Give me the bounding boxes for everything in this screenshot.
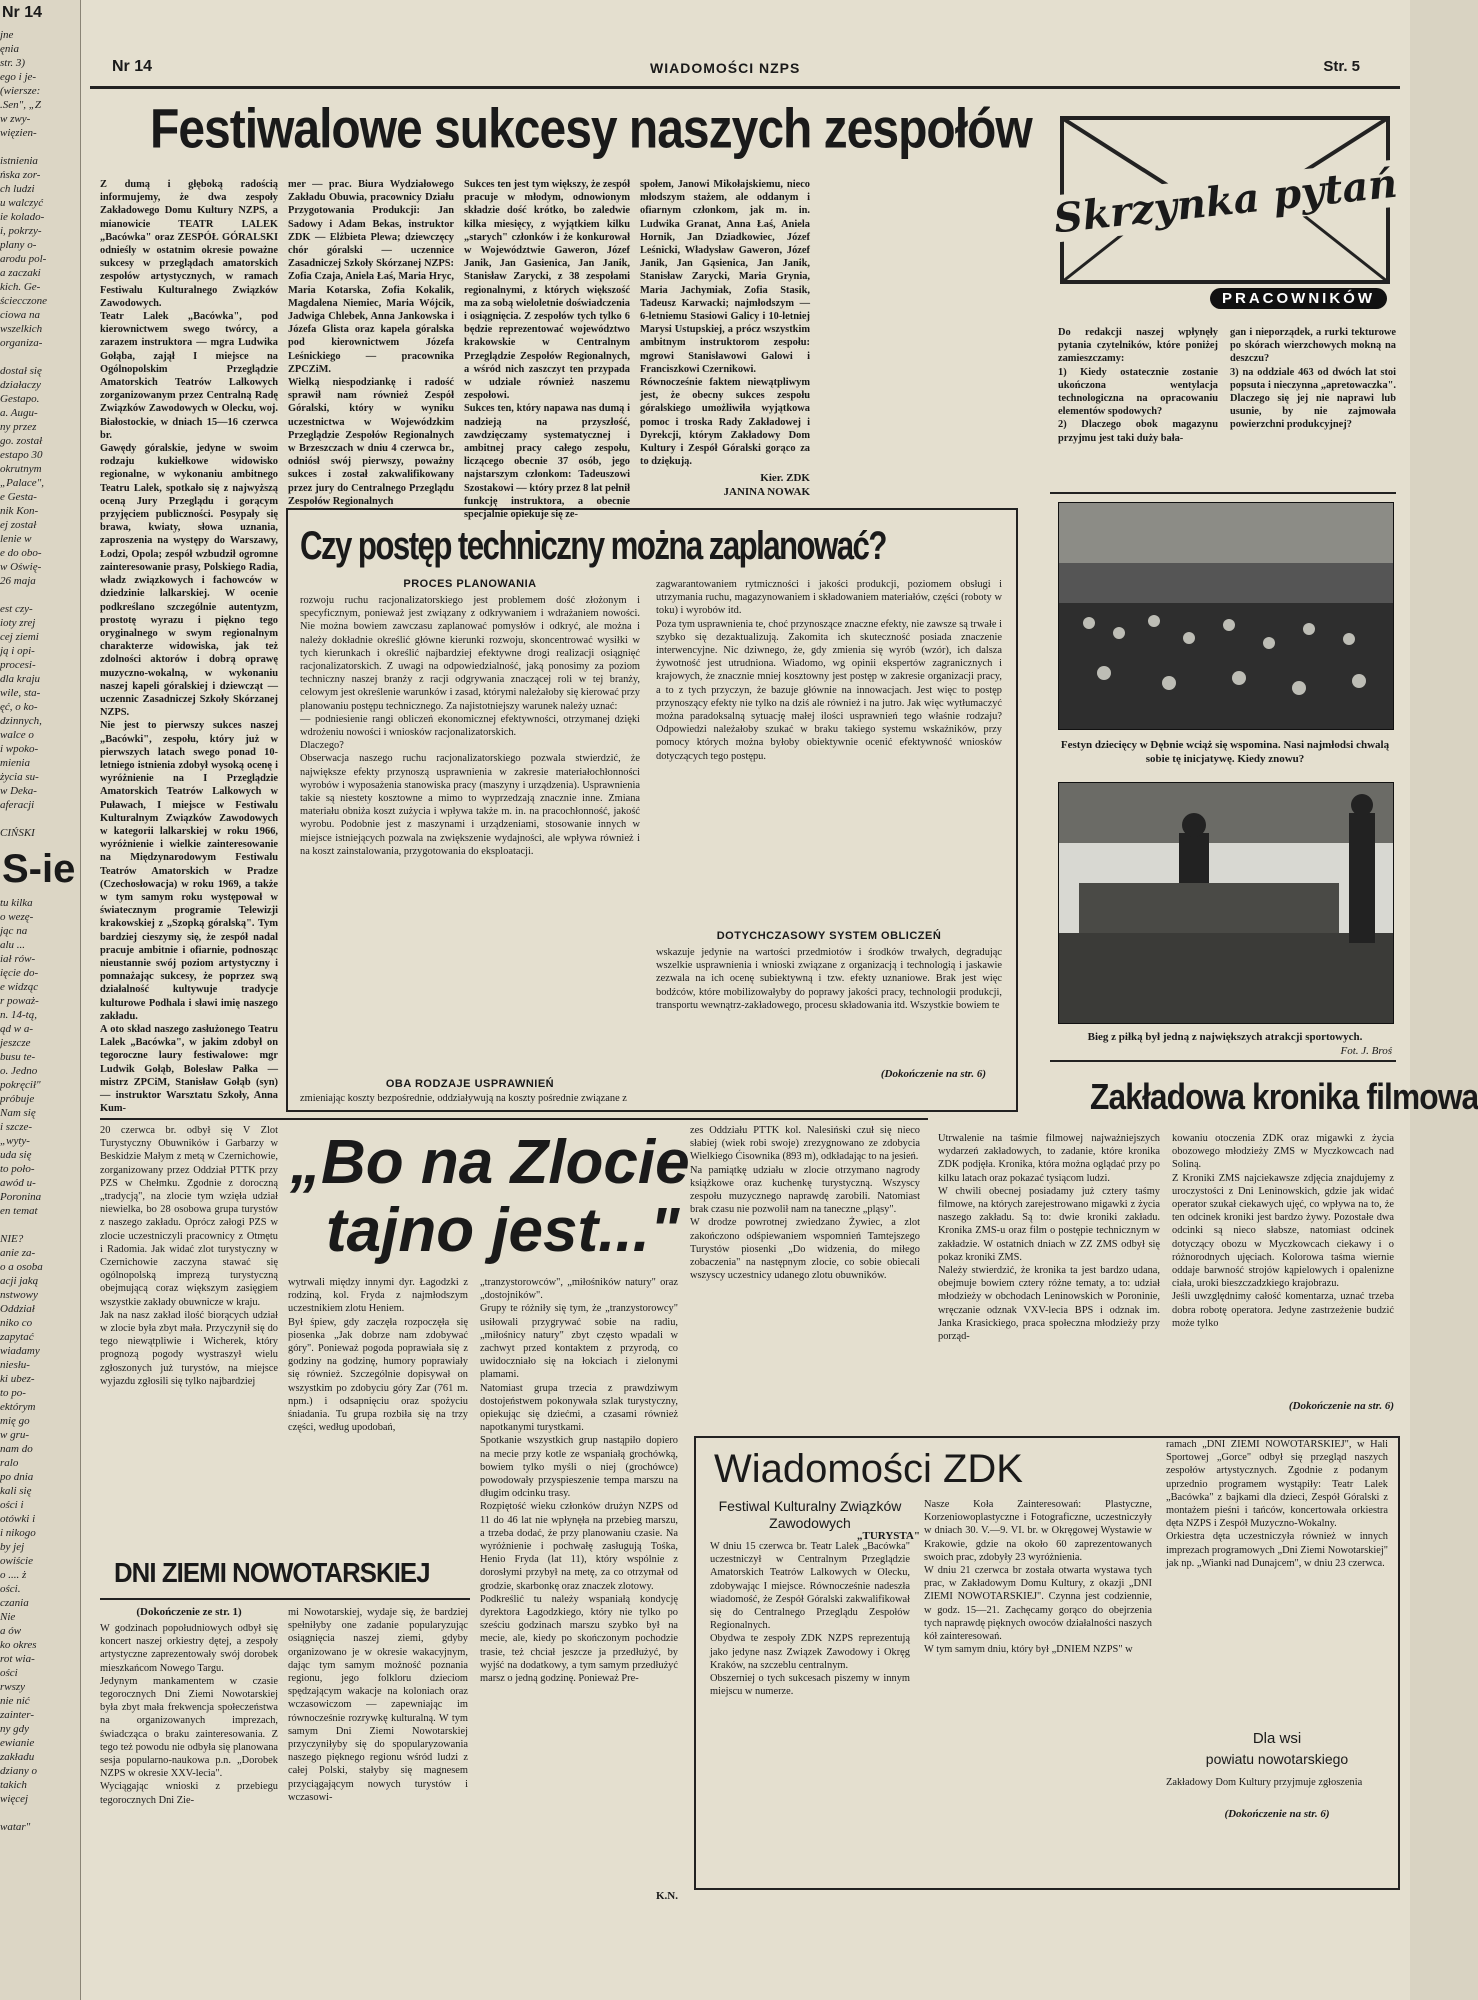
strip-line: str. 3) [0, 57, 26, 69]
strip-line: ości i [0, 1499, 24, 1511]
previous-page-strip [0, 0, 81, 2000]
zdk-col-2: Nasze Koła Zainteresowań: Plastyczne, Korzeniowoplastyczne i Fotograficzne, uczestniczyły w dniach 30. V.—9. VI. br. w Okręgowej Wystawie w Krakowie, gdzie na około 60 zaprezentowanych swoich prac, zdobyły 23 wyróżnienia. W dniu 21 czerwca br została otwarta wystawa tych prac, w Zakładowym Domu Kultury, z okazji „DNI ZIEMI NOWOTARSKIEJ". Czynna jest codziennie, w godz. 15—21. Zachęcamy gorąco do obejrzenia tych naprawdę pięknych owoców działalności naszych kół zainteresowań. W tym samym dniu, który był „DNIEM NZPS" w [924, 1499, 1152, 1656]
strip-line: więcej [0, 1793, 29, 1805]
bieg-photo [1058, 782, 1394, 1024]
strip-line: NIE? [0, 1233, 24, 1245]
strip-line: iał rów- [0, 953, 36, 965]
strip-line: e do obo- [0, 547, 42, 559]
festival-headline: Festiwalowe sukcesy naszych zespołów [150, 99, 1032, 161]
dni-headline: DNI ZIEMI NOWOTARSKIEJ [114, 1557, 430, 1588]
zdk-col-3: ramach „DNI ZIEMI NOWOTARSKIEJ", w Hali Sportowej „Gorce" odbył się przegląd naszych zespołów artystycznych. Zgodnie z podanym uprzednio programem wystąpiły: Teatr Lalek „Bacówka" z bajkami dla dzieci, Zespół Góralski z montażem pieśni i tańców, koncertowała orkiestra dęta NZPS i Zespół Muzyczno-Wokalny. Orkiestra dęta uczestniczyła również w innych imprezach programowych „Dni Ziemi Nowotarskiej" jak np. „Wianki nad Dunajcem", w dniu 23 czerwca. [1166, 1439, 1388, 1569]
strip-line: „Palace", [0, 477, 45, 489]
strip-line: walce o [0, 729, 34, 741]
strip-line: ny przez [0, 421, 37, 433]
strip-line: procesi- [0, 659, 36, 671]
dni-continuation: (Dokończenie ze str. 1) [136, 1606, 242, 1618]
strip-line: arodu pol- [0, 253, 47, 265]
strip-line [0, 140, 80, 154]
page-header [90, 52, 1400, 89]
strip-line: awód u- [0, 1177, 36, 1189]
strip-line: est czy- [0, 603, 33, 615]
strip-line: plany o- [0, 239, 37, 251]
strip-line: ściecczone [0, 295, 48, 307]
strip-line [0, 588, 80, 602]
strip-line: i, pokrzy- [0, 225, 42, 237]
strip-line: ięcie do- [0, 967, 39, 979]
strip-line: ioty zrej [0, 617, 36, 629]
skrzynka-col-1: Do redakcji naszej wpłynęły pytania czytelników, które poniżej zamieszczamy: 1) Kiedy ostatecznie zostanie ukończona wentylacja technologiczna na opracowaniu elementów spodowych? 2) Dlaczego obok magazynu przyjmu jest taki duży bała- [1058, 327, 1218, 444]
strip-line: dostał się [0, 365, 42, 377]
strip-line: 26 maja [0, 575, 36, 587]
strip-line: mienia [0, 757, 30, 769]
zlot-headline-2: tajno jest..." [326, 1196, 680, 1265]
strip-line: zakładu [0, 1751, 35, 1763]
postep-subhead-types: OBA RODZAJE USPRAWNIEŃ [385, 1078, 555, 1090]
strip-line: to po- [0, 1387, 26, 1399]
strip-line: ie kolado- [0, 211, 45, 223]
strip-line: mię go [0, 1415, 30, 1427]
strip-line: o. Jedno [0, 1065, 38, 1077]
strip-line: w Oświę- [0, 561, 42, 573]
bieg-caption: Bieg z piłką był jedną z największych atrakcji sportowych. [1087, 1031, 1363, 1043]
strip-line: nstwowy [0, 1289, 38, 1301]
dni-col-1: W godzinach popołudniowych odbył się koncert naszej orkiestry dętej, a zespoły artystyczne zaprezentowały swój dorobek mieszkańcom Nowego Targu. Jedynym mankamentem w czasie tegorocznych Dni Ziemi Nowotarskiej była zbyt mała frekwencja społeczeństwa na organizowanych imprezach, świadcząca o braku zainteresowania. Z tego też powodu nie odbyła się planowana sesja popularno-naukowa p.n. „Dorobek NZPS w okresie XXV-lecia". Wyciągając wnioski z przebiegu tegorocznych Dni Zie- [100, 1623, 278, 1806]
postep-col-2b: wskazuje jedynie na wartości przedmiotów i środków trwałych, degradując wszelkie usprawnienia i wnioski związane z organizacją i technologią i jaskawie zezwala na ich ocenę subiektywną i tzw. efekty uznaniowe. Brak jest więc bodźców, które mobilizowałyby do poprawy jakości pracy, technologii produkcji, transportu wewnątrz-zakładowego, procesu składowania itd. Wszystkie bowiem te [656, 947, 1002, 1011]
festival-signature-role: Kier. ZDK [760, 472, 810, 484]
strip-line: ości. [0, 1583, 21, 1595]
kronika-col-2: kowaniu otoczenia ZDK oraz migawki z życia obozowego młodzieży ZMS w Myczkowcach nad Soliną. Z Kroniki ZMS najciekawsze zdjęcia znajdujemy z uroczystości z Dni Leninowskich, gdzie jak widać operator szukał ciekawych ujęć, co wpływa na to, że ten odcinek kroniki jest bardzo żywy. Pozostałe dwa odcinki są nieco słabsze, natomiast odcinek dotyczący obozu w Myczkowcach ciekawy i o różnorodnych ujęciach. Kolorowa taśma wiernie oddaje barwność strojów kąpielowych i opalenizne ciała, uroki bieszczadzkiego krajobrazu. Jeśli uwzględnimy całość komentarza, uznać trzeba dobra robotę operatora. Jedyne zastrzeżenie budzić może tylko [1172, 1133, 1394, 1329]
strip-text-upper [0, 28, 80, 840]
strip-line: .Sen", „Z [0, 99, 41, 111]
strip-line: a. Augu- [0, 407, 38, 419]
strip-line: ewianie [0, 1737, 35, 1749]
zlot-col-1: 20 czerwca br. odbył się V Zlot Turystyczny Obuwników i Garbarzy w Beskidzie Małym z metą w Czernichowie, zorganizowany przez Oddział PTTK przy PZS w Chełmku. Zgodnie z doroczną „tradycją", na zlocie tym wzięła udział niewielka, bo 28 osobowa grupa turystów z naszego zakładu. Oprócz załogi PZS w zlocie uczestniczyli pracownicy z Otmętu i Radomia. Jak widać zlot turystyczny w Czernichowie zaczyna stawać się ogólnopolską imprezą turystyczną obejmującą coraz większym zasięgiem wszystkie zakłady obuwnicze w kraju. Jak na nasz zakład ilość biorących udział w zlocie była zbyt mała. Przyczynił się do tego niewątpliwie i Wicherek, który prognozą pogody wystraszył wielu zgłoszonych już turystów, na miejsce wyjazdu zgłosili się tylko najbardziej [100, 1125, 278, 1387]
zdk-subhead-2a: Dla wsi [1252, 1730, 1302, 1747]
festyn-photo-image [1059, 503, 1393, 729]
strip-line: i szcze- [0, 1121, 33, 1133]
strip-line: i wpoko- [0, 743, 39, 755]
strip-line: Nie [0, 1611, 16, 1623]
strip-line: rwszy [0, 1681, 26, 1693]
postep-col-1: rozwoju ruchu racjonalizatorskiego jest problemem dość złożonym i specyficznym, ponieważ jest związany z odkrywaniem i wdrażaniem nowości. Nie można bowiem zawczasu zaplanować pomysłów i odkryć, ale można i należy dokładnie określić główne kierunki rozwoju, skoncentrować wysiłki w tych kierunkach i określić najbardziej efektywne drogi realizacji osiągnięć racjonalizatorskich. Z uwagi na odpowiedzialność, jaką ponosimy za poziom techniczny naszej branży z racji odgrywania znaczącej roli w tej branży, celowym jest określenie warunków i zasad, którymi należałoby się kierować przy planowaniu postępu technicznego. Za najistotniejszy warunek należy uznać: — podniesienie rangi obliczeń ekonomicznej efektywności, otrzymanej dzięki wdrożeniu nowości i wniosków racjonalizatorskich. Dlaczego? Obserwacja naszego ruchu racjonalizatorskiego pozwala stwierdzić, że największe efekty przynoszą usprawnienia w zakresie materiałochłonności wyrobów i wyposażenia stanowiska pracy (maszyny i urządzenia). Usprawnienia takie są niestety kosztowne a mimo to wyprzedzają znacznie inne. Zmiana materiału obniża koszt zużycia i wpływa także m. in. na pracochłonność, jakość wyrobu. Podobnie jest z maszynami i urządzeniami, stosowanie innych w miejsce istniejących pozwala na zwiększenie wydajności, ale wpływa również i na koszt zainstalowania, przygotowania do eksploatacji. [300, 595, 640, 857]
strip-line: ej został [0, 519, 37, 531]
strip-line: alu ... [0, 939, 26, 951]
strip-line: „wyty- [0, 1135, 30, 1147]
strip-line: życia su- [0, 771, 39, 783]
postep-subhead-planning: PROCES PLANOWANIA [403, 578, 537, 590]
strip-line: u walczyć [0, 197, 44, 209]
strip-line: rot wia- [0, 1653, 35, 1665]
strip-line: nam do [0, 1443, 33, 1455]
strip-line: zainter- [0, 1709, 34, 1721]
photos-rule [1050, 1060, 1396, 1062]
festival-col-4: społem, Janowi Mikołajskiemu, nieco młodszym stażem, ale oddanym i ofiarnym członkom, jak m. in. Ludwika Granat, Anna Łaś, Aniela Hornik, Jan Dziadkowiec, Józef Leśnicki, Władysław Gaweron, Józef Janik, Jan Gąsienica, Jan Janik, Stanisław Zarycki, Maria Grynia, Maria Jachymiak, Zofia Stasik, Tadeusz Karwacki; najmłodszym — 6-letniemu Stasiowi Galicy i 10-letniej Marysi Ustupskiej, a prócz wszystkim ambitnym instruktorom zespołu: mgrowi Stanisławowi Galowi i Franciszkowi Czernikowi. Równocześnie faktem niewątpliwym jest, że obecny sukces zespołu góralskiego umożliwiła wyjątkowa pomoc i troska Rady Zakładowej i Dyrekcji, którym Zakładowy Dom Kultury i Zespół Góralski gorąco za to dziękują. [640, 179, 810, 468]
skrzynka-col-2: gan i nieporządek, a rurki tekturowe po skórach wierzchowych mokną na deszczu? 3) na oddziale 463 od dwóch lat stoi popsuta i nieczynna „apretowaczka". Dlaczego się jej nie naprawi lub usunie, by nie zajmowała powierzchni produkcyjnej? [1230, 327, 1396, 431]
strip-line: o a osoba [0, 1261, 43, 1273]
dni-col-2: mi Nowotarskiej, wydaje się, że bardziej spełniłyby one zadanie popularyzując osiągnięcia naszej ziemi, gdyby organizowano je w okresie wakacyjnym, dając tym samym możność poznania regionu, jego folkloru dzieciom spędzającym wakacje na koloniach oraz wczasowiczom — zapewniając im równocześnie rozrywkę kulturalną. W tym samym Dni Ziemi Nowotarskiej przyczyniłyby się do spopularyzowania naszego pięknego regionu wśród ludzi z całej Polski, stałyby się magnesem przyciągającym nowych turystów i wczasowi- [288, 1607, 468, 1803]
dni-signature: K.N. [656, 1890, 678, 1902]
strip-line: tu kilka [0, 897, 33, 909]
strip-line: ektórym [0, 1401, 36, 1413]
strip-line: anie za- [0, 1247, 36, 1259]
strip-line: wile, sta- [0, 687, 41, 699]
zlot-headline-1: „Bo na Zlocie [290, 1128, 690, 1197]
festyn-caption: Festyn dziecięcy w Dębnie wciąż się wspomina. Nasi najmłodsi chwalą sobie tę inicjatywę. Kiedy znowu? [1060, 739, 1390, 765]
strip-line: estapo 30 [0, 449, 43, 461]
strip-line: w zwy- [0, 113, 31, 125]
postep-subhead-system: DOTYCHCZASOWY SYSTEM OBLICZEŃ [716, 930, 942, 942]
strip-line: nik Kon- [0, 505, 39, 517]
strip-line: acji jaką [0, 1275, 39, 1287]
strip-line: CIŃSKI [0, 827, 35, 839]
zdk-continuation: (Dokończenie na str. 6) [1224, 1808, 1330, 1820]
strip-line: okrutnym [0, 463, 42, 475]
strip-line: ciowa na [0, 309, 41, 321]
strip-line: i nikogo [0, 1527, 36, 1539]
strip-line: e Gesta- [0, 491, 37, 503]
strip-line: owiście [0, 1555, 33, 1567]
zdk-col-1: W dniu 15 czerwca br. Teatr Lalek „Bacówka" uczestniczył w Centralnym Przeglądzie Amatorskich Teatrów Lalkowych w Olecku, zdobywając I miejsce. Równocześnie nadeszła wiadomość, że Zespół Góralski zakwalifikował się do Centralnego Przeglądu Zespołów Regionalnych. Obydwa te zespoły ZDK NZPS reprezentują jako jedyne nasz Związek Zawodowy i Okręg Kraków, na szczeblu centralnym. Obszerniej o tych sukcesach piszemy w innym miejscu w numerze. [710, 1541, 910, 1698]
strip-line: Oddział [0, 1303, 35, 1315]
strip-line: o .... ż [0, 1569, 27, 1581]
strip-line: busu te- [0, 1051, 36, 1063]
bieg-photo-image [1059, 783, 1393, 1023]
strip-line: istnienia [0, 155, 38, 167]
strip-line: (wiersze: [0, 85, 41, 97]
strip-line: lenie w [0, 533, 32, 545]
postep-continuation: (Dokończenie na str. 6) [880, 1068, 986, 1080]
strip-line [0, 350, 80, 364]
strip-line: Poronina [0, 1191, 42, 1203]
postep-col-2: zagwarantowaniem rytmiczności i jakości produkcji, poziomem obsługi i utrzymania ruchu, magazynowaniem i składowaniem materiałów, części (roboty w toku) i wyrobów itd. Poza tym usprawnienia te, choć przynoszące znaczne efekty, nie zawsze są trwałe i szybko się dezaktualizują. Zakomita ich skuteczność posiada znaczenie interwencyjne. Nic dziwnego, że, gdy zmienia się wyrób (wzór), ich dalsza żywotność jest utrudniona. Wiadomo, wg opinii ekspertów zagranicznych i krajowych, że znacznie mniej kosztowny jest postęp w zakresie organizacji pracy, a to z tych przyczyn, że bazuje głównie na innowacjach. Jest więc to postęp przynoszący efekty nie tylko na dziś ale również i na jutro. Jak więc wytłumaczyć można paradoksalną sytuację małej ilości usprawnień tego właśnie rodzaju? Odpowiedzi należałoby szukać w braku takiego systemu wskaźników, przy pomocy których można byłoby obiektywnie ocenić efektywność wniosków dotyczących tego postępu. [656, 579, 1002, 762]
zlot-col-3: „tranzystorowców", „miłośników natury" oraz „dostojników". Grupy te różniły się tym, że „tranzystorowcy" usiłowali przygrywać sobie na radiu, „miłośnicy natury" zbyt często wpadali w zachwyt przed kontaktem z przyrodą, co uwidoczniało się na łokciach i zielonymi plamami. Natomiast grupa trzecia z prawdziwym dostojeństwem pokonywała szlak turystyczny, opiekując się dziećmi, a czasami również napotkanymi turystkami. Spotkanie wszystkich grup nastąpiło dopiero na mecie przy kotle ze wspaniałą grochówką, bowiem tylko myśli o niej (grochówce) powodowały przyspieszenie tempa marszu na długim odcinku trasy. Rozpiętość wieku członków drużyn NZPS od 11 do 46 lat nie wpłynęła na przebieg marszu, a trzeba dodać, że przy planowaniu czasie. Na wyróżnienie i pochwałę zasługują Tośka, Henio Fryda (lat 11), który wspólnie z dorosłymi przybył na metę, za co otrzymał od grodzie, skarbonkę oraz znaczek zlotowy. Podkreślić tu należy wspaniałą kondycję dyrektora Łagodzkiego, który nie tylko po sześciu godzinach marszu szybko był na mecie, ale, kiedy po skończonym pochodzie trasie, też chciał jeszcze ja przedłużyć, by wyjść na dodatkowy, a tym samym przedłużyć marsz o jedną godzinę. Ponieważ Pre- [480, 1277, 678, 1685]
photo-credit: Fot. J. Broś [1340, 1045, 1392, 1057]
header-page-number: Str. 5 [1323, 58, 1360, 75]
strip-line: jeszcze [0, 1037, 31, 1049]
zdk-subhead: Festiwal Kulturalny Związków Zawodowych [718, 1498, 902, 1531]
strip-line: takich [0, 1779, 27, 1791]
strip-line: Nam się [0, 1107, 36, 1119]
strip-line: cej ziemi [0, 631, 39, 643]
strip-line: ko okres [0, 1639, 37, 1651]
strip-issue: Nr 14 [2, 4, 43, 21]
strip-line: to poło- [0, 1163, 35, 1175]
strip-line: n. 14-tą, [0, 1009, 37, 1021]
strip-line: wiadamy [0, 1345, 40, 1357]
strip-line: w gru- [0, 1429, 30, 1441]
strip-line: nie nić [0, 1695, 30, 1707]
strip-line: niesłu- [0, 1359, 30, 1371]
skrzynka-badge: PRACOWNIKÓW [1210, 288, 1387, 309]
main-page [90, 0, 1478, 2000]
strip-line: ńska zor- [0, 169, 41, 181]
strip-line: ją i opi- [0, 645, 35, 657]
strip-line: po dnia [0, 1471, 34, 1483]
strip-line: otówki i [0, 1513, 36, 1525]
strip-line: watar" [0, 1821, 31, 1833]
strip-line: dzinnych, [0, 715, 42, 727]
strip-line: czania [0, 1597, 29, 1609]
strip-line: ęć, o ko- [0, 701, 38, 713]
kronika-headline: Zakładowa kronika filmowa [1090, 1076, 1478, 1117]
strip-line: r poważ- [0, 995, 39, 1007]
strip-line: w Deka- [0, 785, 37, 797]
strip-line: pokręcił" [0, 1079, 41, 1091]
strip-line: ąd w a- [0, 1023, 33, 1035]
zlot-signature: „TURYSTA" [857, 1530, 920, 1542]
strip-line: dla kraju [0, 673, 41, 685]
zdk-col-4: Zakładowy Dom Kultury przyjmuje zgłoszenia [1166, 1777, 1363, 1788]
strip-line: ny gdy [0, 1723, 30, 1735]
festival-col-2: mer — prac. Biura Wydziałowego Zakładu Obuwia, pracownicy Działu Przygotowania Produkcji: Jan Sadowy i Adam Bekas, instruktor ZDK — Elżbieta Plewa; dziewczęcy chór góralski — uczennice Zasadniczej Szkoły Skórzanej NZPS: Zofia Czaja, Aniela Łaś, Maria Hryc, Maria Kotarska, Zofia Kokalik, Magdalena Niemiec, Maria Wójcik, Jadwiga Chlebek, Anna Jankowska i Józefa Glista oraz kapela góralska pod kierownictwem Józefa Leśnickiego — pracownika ZPCZiM. Wielką niespodziankę i radość sprawił nam również Zespół Góralski, który w wyniku uczestnictwa w Wojewódzkim Przeglądzie Zespołów Regionalnych w Brzeszczach w dniu 4 czerwca br., odniósł swój pierwszy, poważny sukces i został zakwalifikowany przez jury do Centralnego Przeglądu Zespołów Regionalnych [288, 179, 454, 507]
strip-line: organiza- [0, 337, 43, 349]
festival-col-1: Z dumą i głęboką radością informujemy, że dwa zespoły Zakładowego Domu Kultury NZPS, a mianowicie TEATR LALEK „Bacówka" oraz ZESPÓŁ GÓRALSKI odnieśly w ostatnim okresie poważne sukcesy w przeglądach amatorskich zespołów artystycznych, w ramach Festiwalu Kulturalnego Związków Zawodowych. Teatr Lalek „Bacówka", pod kierownictwem swego twórcy, a zarazem instruktora — mgra Ludwika Gołąba, zajął I miejsce na Ogólnopolskim Przeglądzie Amatorskich Teatrów Lalkowych zorganizowanym przez Centralną Radę Związków Zawodowych w Olecku, woj. Białostockie, w dniach 15—16 czerwca br. Gawędy góralskie, jedyne w swoim rodzaju kukiełkowe widowisko regionalne, w wykonaniu ambitnego Teatru Lalek, spotkało się z najwyższą oceną Jury Przeglądu i gorącym przyjęciem publiczności. Posypały się brawa, kwiaty, słowa uznania, zaproszenia na występy do Warszawy, Łodzi, Opola; zespół wzbudził ogromne zainteresowanie prasy, Polskiego Radia, władz związkowych i fachowców w dziedzinie lalkarskiej. W ocenie podkreślano szczególnie autentyzm, prostotę wyrazu i piękno tego oryginalnego w swym regionalnym charakterze widowiska, jak też zdolności aktorów i dobrą oprawę muzyczno-wokalną, w wykonaniu naszej kapeli góralskiej i dziewcząt — uczennic Zasadniczej Szkoły Skórzanej NZPS. Nie jest to pierwszy sukces naszej „Bacówki", zespołu, który już w pierwszych latach swego ponad 10-letniego istnienia zdobył wysoką ocenę i wyróżnienie na I Przeglądzie Amatorskich Teatrów Lalkowych w Puławach, I miejsce w Festiwalu Kulturalnym Związków Zawodowych w kategorii lalkarskiej w roku 1966, wyróżnienie i wielkie zainteresowanie na Międzynarodowym Festiwalu Teatrów Amatorskich w Pradze (Czechosłowacja) w roku 1969, a także w tym samym roku występował w światecznym programie Telewizji krakowskiej z „Szopką góralską". Tym bardziej cieszymy się, że zespół nadal pracuje ambitnie i ofiarnie, podnosząc nieustannie swój poziom artystyczny i pomnażając sukcesy, że poprzez swą działalność kultywuje tradycje kulturowe Podhala i sławi imię naszego zakładu. A oto skład naszego zasłużonego Teatru Lalek „Bacówka", w jakim zdobył on tegoroczne laury festiwalowe: mgr Ludwik Gołąb, Bolesław Pałka — mistrz ZPCiM, Stanisław Gołąb (syn) — instruktor Warsztatu Szkoły, Anna Kum- [100, 179, 278, 1115]
festival-col-3: Sukces ten jest tym większy, że zespół pracuje w młodym, odnowionym składzie dość krótko, bo zaledwie kilka miesięcy, z wyjątkiem kilku „starych" członków i że konkurował w Województwie Gaweron, Józef Janik, Jan Gasienica, Jan Janik, Stanisław Zarycki, z 38 zespołami regionalnymi, z których większość ma za sobą wieloletnie doświadczenia i osiągnięcia. Z zespołów tych tylko 6 będzie reprezentować województwo krakowskie w Centralnym Przeglądzie Zespołów Regionalnych, a wśród nich zaszczyt ten przypada w udziale również naszemu zespołowi. Sukces ten, który napawa nas dumą i nadzieją na przyszłość, zawdzięczamy systematycznej i ambitnej pracy całego zespołu, liczącego obecnie 37 osób, jego najstarszym członkom: Tadeuszowi Szostakowi — który przez 8 lat pełnił funkcję instruktora, a obecnie specjalnie opiekuje się ze- [464, 179, 630, 521]
zlot-rule [100, 1118, 928, 1120]
strip-line: niko co [0, 1317, 33, 1329]
strip-line: o wezę- [0, 911, 34, 923]
festival-signature-name: JANINA NOWAK [723, 486, 810, 498]
strip-line: aferacji [0, 799, 35, 811]
strip-line: ości [0, 1667, 18, 1679]
zdk-subhead-2b: powiatu nowotarskiego [1205, 1751, 1349, 1767]
strip-line [0, 812, 80, 826]
strip-line: ego i je- [0, 71, 37, 83]
zlot-col-4: zes Oddziału PTTK kol. Nalesiński czuł się nieco słabiej (wiek robi swoje) zrezygnowano ze zdobycia Wielkiego Ćisownika (893 m), odkładając to na jesień. Na pamiątkę udziału w zlocie otrzymano nagrody książkowe oraz kuchenkę turystyczną. Wszyscy zespołu muzycznego naprawdę zarobili. Natomiast brak czasu nie pozwolił nam na taneczne „pląsy". W drodze powrotnej zwiedzano Żywiec, a zlot zakończono odśpiewaniem wspomnień Tamtejszego Turystów piosenki „Do widzenia, do miłego zobaczenia" na następnym zlocie, co sobie obiecali wszyscy uczestnicy udanego zlotu obuwników. [690, 1125, 920, 1282]
strip-line: jne [0, 29, 14, 41]
strip-line: działaczy [0, 379, 41, 391]
skrzynka-rule [1050, 492, 1396, 494]
strip-line: e widząc [0, 981, 39, 993]
strip-line: wszelkich [0, 323, 43, 335]
header-paper-title: WIADOMOŚCI NZPS [650, 60, 801, 76]
strip-line: a zaczaki [0, 267, 41, 279]
festyn-photo [1058, 502, 1394, 730]
strip-line: ralo [0, 1457, 19, 1469]
zlot-col-2: wytrwali między innymi dyr. Łagodzki z rodziną, kol. Fryda z najmłodszym uczestnikiem zlotu Heniem. Był śpiew, gdy zaczęła rozpoczęła się piosenka „Jak dobrze nam zdobywać góry". Ponieważ pogoda poprawiała się z godziny na godzinę, humory poprawiały się również. Szczególnie dopisywał on wszystkim po zdobyciu góry Zar (761 m. npm.) i odsapnięciu oraz spożyciu śniadania. Tu grupa rozbiła się na trzy części, według upodobań, [288, 1277, 468, 1434]
strip-line: ch ludzi [0, 183, 35, 195]
strip-line: próbuje [0, 1093, 35, 1105]
strip-line: kali się [0, 1485, 32, 1497]
strip-line [0, 1806, 80, 1820]
strip-line: Gestapo. [0, 393, 40, 405]
zdk-headline: Wiadomości ZDK [714, 1447, 1023, 1491]
strip-line: zapytać [0, 1331, 34, 1343]
strip-line: dziany o [0, 1765, 37, 1777]
strip-line: a ów [0, 1625, 22, 1637]
skrzynka-title: Skrzynka pytań [1048, 159, 1404, 243]
strip-text-lower [0, 896, 80, 1834]
strip-line: go. został [0, 435, 43, 447]
strip-line: więzien- [0, 127, 37, 139]
header-issue: Nr 14 [112, 58, 153, 75]
strip-big-letters: S-ie [2, 847, 76, 891]
kronika-col-1: Utrwalenie na taśmie filmowej najważniejszych wydarzeń zakładowych, to zadanie, które kronika ZDK podjęła. Kronika, która można oglądać przy po kilku latach oraz pokazać tysiącom ludzi. W chwili obecnej posiadamy już cztery taśmy filmowe, na których zarejestrowano migawki z życia naszego zakładu. Są to: dwie kroniki zakładu. Kronika ZMS-u oraz film o postępie technicznym w zakładzie. W ostatnich dniach w ZZ ZMS odbył się pokaz kroniki ZMS. Należy stwierdzić, że kronika ta jest bardzo udana, obejmuje bowiem cztery różne tematy, a to: udział młodzieży w obchodach Leninowskich w Poroninie, wręczanie odznak VXV-lecia BPS i odznak im. Janka Krasickiego, praca społeczna młodzieży przy porząd- [938, 1133, 1160, 1343]
strip-line: ęnia [0, 43, 19, 55]
strip-line: by jej [0, 1541, 25, 1553]
postep-headline: Czy postęp techniczny można zaplanować? [300, 524, 886, 568]
kronika-continuation: (Dokończenie na str. 6) [1288, 1400, 1394, 1412]
postep-col-1b: zmieniając koszty bezpośrednie, oddziaływują na koszty pośrednie związane z [300, 1093, 627, 1104]
strip-line: kich. Ge- [0, 281, 41, 293]
strip-line: ki ubez- [0, 1373, 35, 1385]
strip-line: en temat [0, 1205, 38, 1217]
strip-line [0, 1218, 80, 1232]
strip-line: uda się [0, 1149, 32, 1161]
strip-line: jąc na [0, 925, 28, 937]
